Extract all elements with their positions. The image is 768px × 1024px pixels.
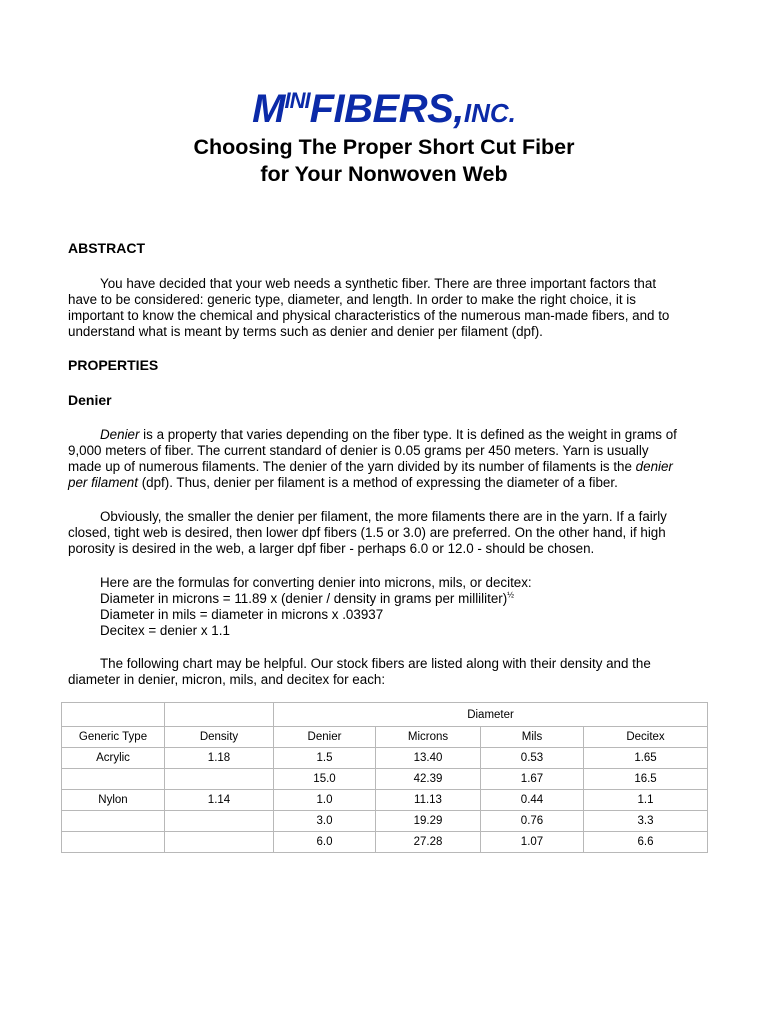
- column-header-density: Density: [165, 727, 274, 748]
- denier-paragraph-1: [68, 427, 704, 491]
- denier-p1-line: 9,000 meters of fiber. The current standard of denier is 0.05 grams per 450 meters. Yarn is usually: [68, 443, 649, 458]
- table-row: [62, 769, 708, 790]
- denier-term: denier: [635, 459, 673, 474]
- denier-p2-line: closed, tight web is desired, then lower dpf fibers (1.5 or 3.0) are preferred. On the other hand, if high: [68, 525, 666, 540]
- table-cell: [62, 769, 165, 790]
- table-cell: Nylon: [62, 790, 165, 811]
- table-cell: 0.53: [481, 748, 584, 769]
- chart-intro-paragraph: [68, 656, 704, 688]
- document-title-line2: for Your Nonwoven Web: [260, 162, 508, 186]
- logo-m: M: [252, 87, 285, 131]
- table-cell: 13.40: [376, 748, 481, 769]
- logo-fibers: FIBERS,: [309, 87, 464, 131]
- formula-mils: Diameter in mils = diameter in microns x .03937: [100, 607, 384, 622]
- dpf-term: per filament: [68, 475, 138, 490]
- table-cell: 1.65: [584, 748, 708, 769]
- table-header-row: [62, 703, 708, 727]
- denier-p1-line: [68, 427, 704, 443]
- denier-p1-text: (dpf). Thus, denier per filament is a method of expressing the diameter of a fiber.: [137, 475, 618, 490]
- fiber-diameter-table: [61, 702, 708, 853]
- column-header-decitex: Decitex: [584, 727, 708, 748]
- table-row: [62, 832, 708, 853]
- table-cell: 1.5: [274, 748, 376, 769]
- table-cell: 1.07: [481, 832, 584, 853]
- table-cell: 1.0: [274, 790, 376, 811]
- table-cell: 0.44: [481, 790, 584, 811]
- denier-p1-line: [68, 459, 704, 475]
- chart-intro-line: The following chart may be helpful. Our stock fibers are listed along with their density and the: [100, 656, 651, 671]
- minifibers-logo: [0, 87, 768, 132]
- diameter-group-header: Diameter: [274, 703, 708, 727]
- table-row: [62, 790, 708, 811]
- denier-p1-line: [68, 475, 704, 491]
- column-header-denier: Denier: [274, 727, 376, 748]
- table-cell: [62, 811, 165, 832]
- denier-paragraph-2: [68, 509, 704, 557]
- table-row: [62, 748, 708, 769]
- formula-microns: [68, 591, 704, 607]
- table-cell: 3.3: [584, 811, 708, 832]
- abstract-paragraph: [68, 276, 704, 340]
- table-cell: 1.14: [165, 790, 274, 811]
- table-row: [62, 811, 708, 832]
- denier-p2-line: Obviously, the smaller the denier per filament, the more filaments there are in the yarn. If a fairly: [100, 509, 667, 524]
- denier-heading: Denier: [68, 392, 112, 408]
- chart-intro-line: diameter in denier, micron, mils, and decitex for each:: [68, 672, 386, 687]
- logo-ini: INI: [284, 88, 310, 113]
- formulas-block: [68, 575, 704, 639]
- abstract-line: important to know the chemical and physical characteristics of the numerous man-made fibers, and to: [68, 308, 670, 323]
- table-cell: [62, 703, 165, 727]
- abstract-line: You have decided that your web needs a synthetic fiber. There are three important factors that: [100, 276, 657, 291]
- table-cell: 0.76: [481, 811, 584, 832]
- table-cell: 11.13: [376, 790, 481, 811]
- denier-p2-line: porosity is desired in the web, a larger dpf fiber - perhaps 6.0 or 12.0 - should be chosen.: [68, 541, 595, 556]
- table-cell: [62, 832, 165, 853]
- table-cell: 16.5: [584, 769, 708, 790]
- table-column-headers: [62, 727, 708, 748]
- table-cell: Acrylic: [62, 748, 165, 769]
- table-cell: [165, 769, 274, 790]
- denier-p1-text: is a property that varies depending on the fiber type. It is defined as the weight in grams of: [139, 427, 677, 442]
- table-cell: 6.6: [584, 832, 708, 853]
- abstract-line: understand what is meant by terms such as denier and denier per filament (dpf).: [68, 324, 543, 339]
- column-header-generic-type: Generic Type: [62, 727, 165, 748]
- table-cell: 1.67: [481, 769, 584, 790]
- document-title-line1: Choosing The Proper Short Cut Fiber: [193, 135, 575, 159]
- formula-microns-exponent: ½: [507, 590, 514, 600]
- column-header-microns: Microns: [376, 727, 481, 748]
- abstract-heading: ABSTRACT: [68, 240, 145, 256]
- table-cell: 1.18: [165, 748, 274, 769]
- table-cell: 1.1: [584, 790, 708, 811]
- table-cell: 27.28: [376, 832, 481, 853]
- formula-microns-text: Diameter in microns = 11.89 x (denier / density in grams per milliliter): [100, 591, 508, 606]
- table-cell: 42.39: [376, 769, 481, 790]
- formula-decitex: Decitex = denier x 1.1: [100, 623, 230, 638]
- denier-term: Denier: [100, 427, 140, 442]
- column-header-mils: Mils: [481, 727, 584, 748]
- table-cell: [165, 832, 274, 853]
- table-cell: 3.0: [274, 811, 376, 832]
- table-cell: 15.0: [274, 769, 376, 790]
- table-cell: 6.0: [274, 832, 376, 853]
- table-cell: 19.29: [376, 811, 481, 832]
- formulas-intro: Here are the formulas for converting denier into microns, mils, or decitex:: [100, 575, 532, 590]
- table-cell: [165, 703, 274, 727]
- properties-heading: PROPERTIES: [68, 357, 159, 373]
- denier-p1-text: made up of numerous filaments. The denier of the yarn divided by its number of filaments is the: [68, 459, 636, 474]
- abstract-line: have to be considered: generic type, diameter, and length. In order to make the right choice, it is: [68, 292, 636, 307]
- logo-inc: INC.: [463, 98, 516, 128]
- table-cell: [165, 811, 274, 832]
